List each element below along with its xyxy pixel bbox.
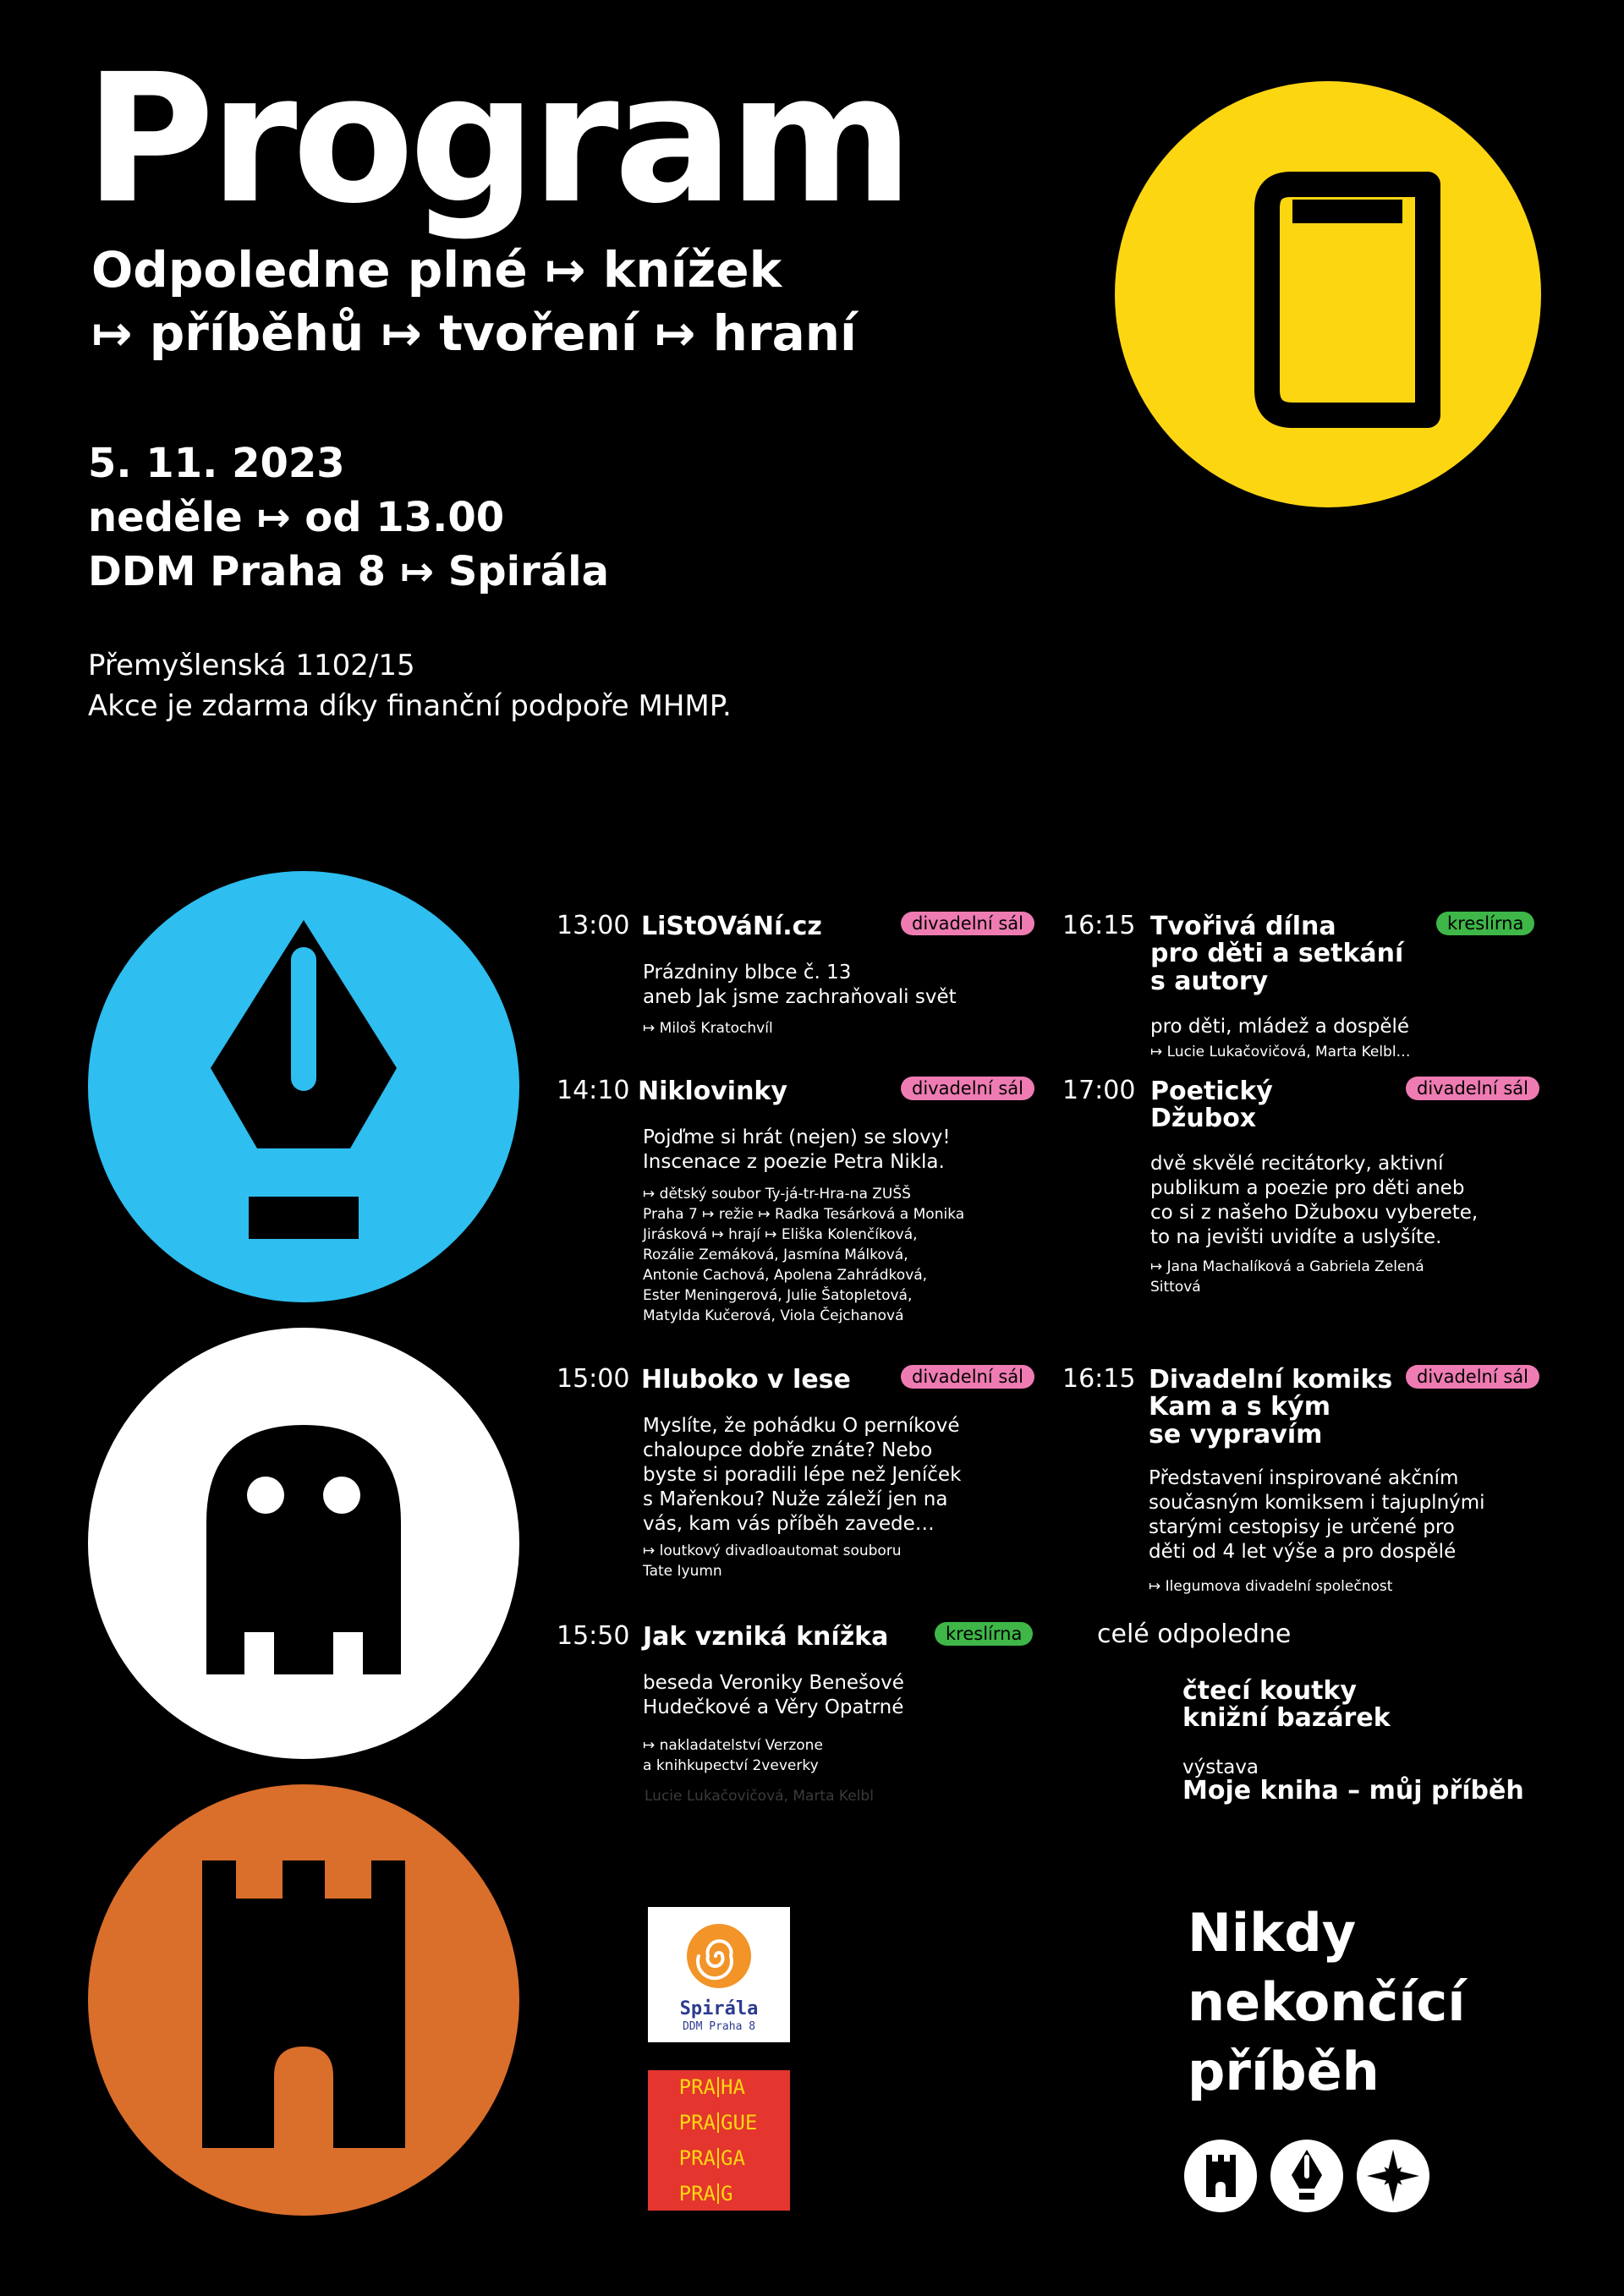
mini-tower-icon: [1184, 2140, 1257, 2212]
venue-tag: divadelní sál: [1406, 1365, 1539, 1389]
event-time: 16:15: [1062, 911, 1136, 940]
venue-tag: kreslírna: [1436, 912, 1534, 935]
event-day-time: neděle ↦ od 13.00: [88, 494, 505, 541]
all-afternoon-label: celé odpoledne: [1097, 1619, 1292, 1649]
tagline-line-3: příběh: [1188, 2041, 1380, 2102]
event-time: 16:15: [1062, 1364, 1136, 1394]
spirala-subtitle: DDM Praha 8: [682, 2020, 756, 2033]
event-description: Prázdniny blbce č. 13 aneb Jak jsme zachraňovali svět: [643, 962, 957, 1008]
event-description: beseda Veroniky Benešové Hudečkové a Věry Opatrné: [643, 1672, 904, 1718]
venue-tag: divadelní sál: [901, 1365, 1034, 1389]
event-credits: ↦ nakladatelství Verzone a knihkupectví 2veverky: [643, 1737, 823, 1774]
event-title: Niklovinky: [638, 1077, 787, 1106]
ghost-icon: [88, 1328, 519, 1759]
event-time: 13:00: [557, 911, 630, 940]
all-afternoon-items: čtecí koutky knižní bazárek: [1182, 1676, 1391, 1734]
spirala-name: Spirála: [679, 1998, 759, 2019]
tower-icon: [88, 1784, 519, 2216]
event-credits: ↦ Jana Machalíková a Gabriela Zelená Sittová: [1150, 1258, 1424, 1296]
event-time: 15:00: [557, 1364, 630, 1394]
event-title: Poetický Džubox: [1150, 1077, 1273, 1134]
event-credits: ↦ dětský soubor Ty-já-tr-Hra-na ZUŠŠ Praha 7 ↦ režie ↦ Radka Tesárková a Monika Jirásková ↦ hrají ↦ Eliška Kolenčíková, Rozálie Zemáková, Jasmína Málková, Antonie Cachová, Apolena Zahrádková, Ester Meningerová, Julie Šatopletová, Matylda Kučerová, Viola Čejchanová: [643, 1186, 965, 1324]
event-description: pro děti, mládež a dospělé: [1150, 1016, 1410, 1038]
compass-star-icon: [1357, 2140, 1429, 2212]
event-title: LiStOVáNí.cz: [641, 912, 822, 941]
event-credits: ↦ Miloš Kratochvíl: [643, 1020, 773, 1037]
page-title: Program: [85, 36, 909, 243]
event-title: Divadelní komiks Kam a s kým se vypravím: [1149, 1365, 1393, 1449]
event-description: Pojďme si hrát (nejen) se slovy! Inscenace z poezie Petra Nikla.: [643, 1126, 951, 1173]
event-credits: ↦ Ilegumova divadelní společnost: [1149, 1578, 1393, 1595]
event-title: Jak vzniká knížka: [643, 1622, 889, 1652]
book-circle: [1115, 81, 1541, 507]
exhibition-title: Moje kniha – můj příběh: [1182, 1776, 1524, 1806]
event-title: Hluboko v lese: [641, 1365, 851, 1395]
venue-tag: divadelní sál: [901, 912, 1034, 935]
subtitle-line-2: ↦ příběhů ↦ tvoření ↦ hraní: [91, 304, 857, 362]
event-time: 17:00: [1062, 1076, 1136, 1105]
address: Přemyšlenská 1102/15: [88, 649, 415, 682]
funding-note: Akce je zdarma díky finanční podpoře MHMP.: [88, 689, 732, 723]
event-time: 15:50: [557, 1621, 630, 1651]
event-venue: DDM Praha 8 ↦ Spirála: [88, 548, 610, 595]
event-credits: ↦ loutkový divadloautomat souboru Tate Iyumn: [643, 1543, 902, 1580]
event-description: Myslíte, že pohádku O perníkové chaloupce dobře znáte? Nebo byste si poradili lépe než Jeníček s Mařenkou? Nuže záleží jen na vás, kam vás příběh zavede…: [643, 1415, 962, 1535]
tower-circle: [88, 1784, 519, 2216]
mini-pen-nib-icon: [1270, 2140, 1343, 2212]
exhibition-label: výstava: [1182, 1756, 1259, 1778]
spirala-logo: [648, 1907, 790, 2042]
event-date: 5. 11. 2023: [88, 440, 345, 487]
tagline-line-1: Nikdy: [1188, 1902, 1357, 1964]
book-icon: [1115, 81, 1541, 507]
tagline-line-2: nekončící: [1188, 1971, 1466, 2033]
venue-tag: divadelní sál: [1406, 1077, 1539, 1100]
subtitle-line-1: Odpoledne plné ↦ knížek: [91, 241, 782, 299]
pen-circle: [88, 871, 519, 1302]
event-description: Představení inspirované akčním současným komiksem i tajuplnými starými cestopisy je určené pro děti od 4 let výše a pro dospělé: [1149, 1467, 1485, 1563]
ghost-circle: [88, 1328, 519, 1759]
event-title: Tvořivá dílna pro děti a setkání s autory: [1150, 912, 1404, 996]
pen-nib-icon: [88, 871, 519, 1302]
event-description: dvě skvělé recitátorky, aktivní publikum a poezie pro děti aneb co si z našeho Džuboxu vyberete, to na jevišti uvidíte a uslyšíte.: [1150, 1153, 1479, 1248]
praha-logo: PRA HA PRA GUE PRA GA PRA G: [648, 2070, 790, 2211]
faded-credits: Lucie Lukačovičová, Marta Kelbl: [645, 1788, 874, 1805]
venue-tag: divadelní sál: [901, 1077, 1034, 1100]
event-credits: ↦ Lucie Lukačovičová, Marta Kelbl…: [1150, 1044, 1411, 1060]
venue-tag: kreslírna: [935, 1622, 1033, 1646]
event-time: 14:10: [557, 1076, 630, 1105]
